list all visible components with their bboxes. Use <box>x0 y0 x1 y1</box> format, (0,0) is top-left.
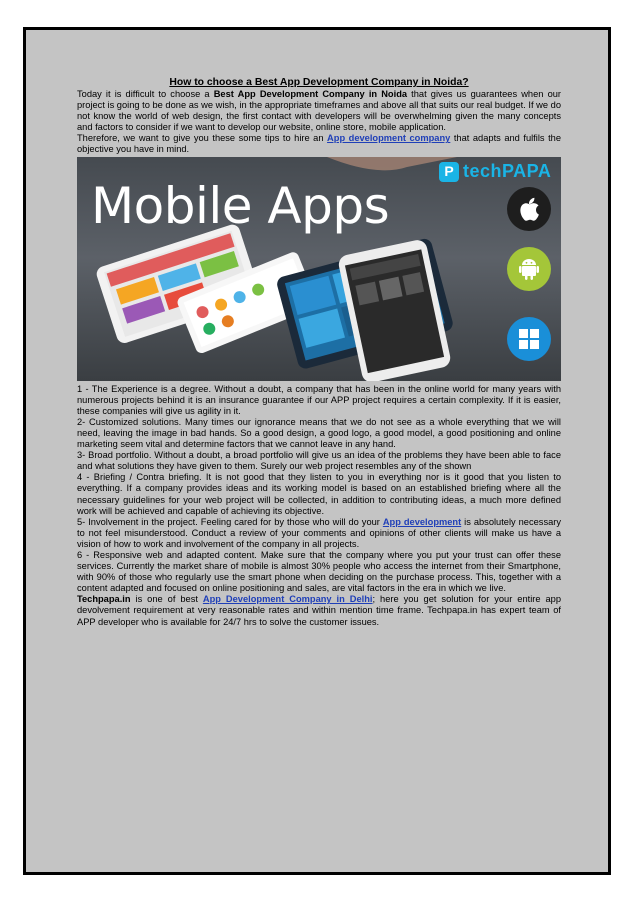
mobile-apps-banner <box>77 157 561 381</box>
windows-icon <box>507 317 551 361</box>
tip-1: 1 - The Experience is a degree. Without a doubt, a company that has been in the online world for many years with numerous projects behind it is an insurance guarantee if our APP project requires a certain complexity. If it is easier, these companies will give us agility in it. <box>77 383 561 416</box>
intro-text-cont: that gives us guarantees when our project is going to be done as we wish, in the appropriate timeframes and above all that suits our real budget. If we do not know the world of web design, the first contact with developers will be overwhelming given the many concepts and factors to consider if we want to develop our website, online store, mobile application. <box>77 89 562 133</box>
brand-name: techPAPA <box>463 161 552 182</box>
tip5-text-cont: is absolutely necessary to not feel misunderstood. Conduct a review of your comments and opinions of other clients will make us have a vision of how to work and involvement of the company in all projects. <box>77 516 562 549</box>
document-body <box>77 77 561 628</box>
tip5-text: 5- Involvement in the project. Feeling cared for by those who will do your <box>77 516 383 527</box>
intro-paragraph <box>77 89 561 133</box>
banner-headline: Mobile Apps <box>91 176 390 235</box>
app-development-link[interactable]: App development <box>382 516 462 527</box>
intro2-text-cont: that adapts and fulfils the objective you have in mind. <box>77 133 561 155</box>
apple-icon <box>507 187 551 231</box>
app-development-company-delhi-link[interactable]: App Development Company in Delhi <box>202 594 373 605</box>
app-development-company-link[interactable]: App development company <box>327 133 451 144</box>
closing-brand: Techpapa.in <box>77 594 131 605</box>
closing-text: is one of best <box>130 594 203 605</box>
intro-paragraph-2 <box>77 133 561 155</box>
tip-2: 2- Customized solutions. Many times our ignorance means that we do not see as a whole everything that we will need, leaving the image in bad hands. So a good design, a good logo, a good model, a good positioning and online marketing seem vital and determine factors that we cannot leave in any hand. <box>77 416 561 450</box>
tip-6: 6 - Responsive web and adapted content. Make sure that the company where you put your trust can offer these services. Currently the market share of mobile is almost 30% people who access the internet from their Smartphone, with 90% of those who regularly use the smart phone when deciding on the purchase process. This, together with a content adapted and focused on online positioning and sales, are vital factors in the era in which we live. <box>77 549 561 594</box>
tip-3: 3- Broad portfolio. Without a doubt, a broad portfolio will give us an idea of the problems they have been able to face and what solutions they have given to them. Surely our web project resembles any of the shown <box>77 450 561 472</box>
page-title: How to choose a Best App Development Company in Noida? <box>169 77 469 88</box>
intro2-text: Therefore, we want to give you these some tips to hire an <box>77 133 328 144</box>
intro-text: Today it is difficult to choose a <box>77 89 214 99</box>
closing-text-cont: ; here you get solution for your entire app devolvement requirement at very reasonable rates and within mention time frame. Techpapa.in has expert team of APP developer who is available for 24/7 hrs to solve the customer issues. <box>77 594 562 627</box>
closing-paragraph <box>77 594 561 627</box>
techpapa-logo <box>439 160 557 184</box>
techpapa-mark-icon: P <box>439 162 459 182</box>
android-icon <box>507 247 551 291</box>
tip-4: 4 - Briefing / Contra briefing. It is not good that they listen to you in everything nor is it good that you listen to everything. If a company provides ideas and its working model is based on an established briefing where all the necessary guidelines for your web project will be collected, in addition to contributing ideas, a much more defined work will be achieved and capable of achieving its objective. <box>77 472 561 516</box>
tip-5 <box>77 517 561 550</box>
intro-keyword: Best App Development Company in Noida <box>213 89 408 99</box>
